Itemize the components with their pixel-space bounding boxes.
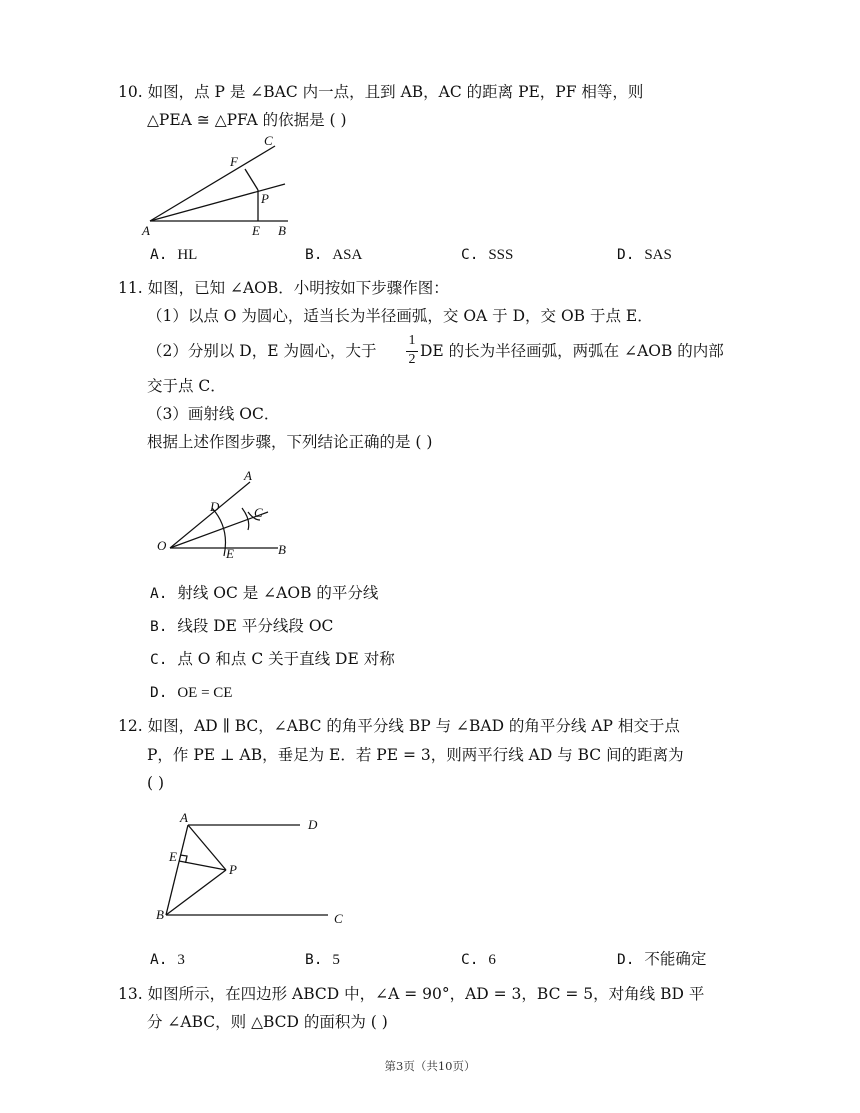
q11-label-a: A bbox=[244, 468, 252, 483]
q10-label-f: F bbox=[230, 154, 238, 169]
q11-step2a: （2）分别以 D，E 为圆心，大于 bbox=[147, 342, 377, 360]
q12-figure bbox=[150, 808, 360, 930]
q12-label-b: B bbox=[156, 907, 164, 922]
q11-question: 根据上述作图步骤，下列结论正确的是 ( ) bbox=[147, 433, 433, 451]
q10-figure bbox=[138, 132, 298, 240]
q11-option-c: C. 点 O 和点 C 关于直线 DE 对称 bbox=[150, 650, 395, 668]
q12-option-a: A. 3 bbox=[150, 952, 185, 968]
q13-stem-line2: 分 ∠ABC，则 △BCD 的面积为 ( ) bbox=[147, 1013, 388, 1031]
q11-step3: （3）画射线 OC． bbox=[147, 405, 280, 423]
q11-step2b: DE 的长为半径画弧，两弧在 ∠AOB 的内部 bbox=[420, 342, 724, 360]
q10-stem-line2: △PEA ≅ △PFA 的依据是 ( ) bbox=[147, 111, 347, 129]
q12-stem-line1: 12. 如图，AD ∥ BC，∠ABC 的角平分线 BP 与 ∠BAD 的角平分线 AP 相交于点 bbox=[118, 717, 680, 735]
q12-stem-line3: ( ) bbox=[147, 774, 165, 792]
q11-frac-num: 1 bbox=[408, 333, 416, 348]
q11-option-d: D. OE = CE bbox=[150, 685, 233, 701]
q12-option-b: B. 5 bbox=[305, 952, 340, 968]
q12-label-d: D bbox=[308, 817, 318, 832]
q10-label-e: E bbox=[252, 223, 260, 238]
q10-option-d: D. SAS bbox=[617, 247, 672, 263]
q12-label-c: C bbox=[334, 911, 343, 926]
q10-option-b: B. ASA bbox=[305, 247, 363, 263]
q12-option-d: D. 不能确定 bbox=[617, 950, 707, 968]
q11-label-e: E bbox=[226, 546, 234, 561]
q10-label-c: C bbox=[264, 133, 273, 148]
q11-label-b: B bbox=[278, 542, 286, 557]
q11-figure bbox=[150, 468, 300, 563]
q11-label-c: C bbox=[254, 505, 263, 520]
q12-stem-line2: P，作 PE ⊥ AB，垂足为 E．若 PE = 3，则两平行线 AD 与 BC 间的距离为 bbox=[147, 746, 684, 764]
q10-stem-line1: 10. 如图，点 P 是 ∠BAC 内一点，且到 AB，AC 的距离 PE，PF 相等，则 bbox=[118, 83, 644, 101]
q11-step1: （1）以点 O 为圆心，适当长为半径画弧，交 OA 于 D，交 OB 于点 E． bbox=[147, 307, 653, 325]
q11-stem-line1: 11. 如图，已知 ∠AOB．小明按如下步骤作图： bbox=[118, 279, 449, 297]
q11-option-b: B. 线段 DE 平分线段 OC bbox=[150, 617, 334, 635]
q11-label-o: O bbox=[157, 538, 167, 553]
q12-label-a: A bbox=[180, 810, 188, 825]
q10-option-c: C. SSS bbox=[461, 247, 514, 263]
q11-frac-den: 2 bbox=[408, 352, 416, 367]
q10-label-b: B bbox=[278, 223, 286, 238]
q12-label-p: P bbox=[229, 862, 237, 877]
page-footer: 第3页（共10页） bbox=[384, 1059, 476, 1073]
q10-label-a: A bbox=[142, 223, 150, 238]
q12-option-c: C. 6 bbox=[461, 952, 496, 968]
q11-option-a: A. 射线 OC 是 ∠AOB 的平分线 bbox=[150, 584, 379, 602]
q11-label-d: D bbox=[210, 499, 220, 514]
q12-label-e: E bbox=[169, 849, 177, 864]
q11-step2c: 交于点 C． bbox=[147, 377, 226, 395]
q10-option-a: A. HL bbox=[150, 247, 198, 263]
q10-label-p: P bbox=[261, 191, 269, 206]
q13-stem-line1: 13. 如图所示，在四边形 ABCD 中，∠A = 90°，AD = 3，BC = 5，对角线 BD 平 bbox=[118, 985, 705, 1003]
